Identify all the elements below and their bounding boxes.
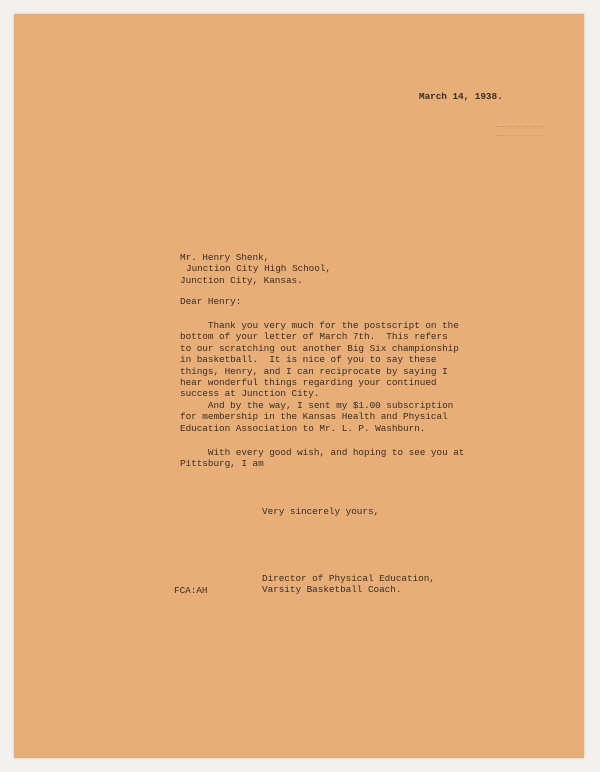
paragraph-line: hear wonderful things regarding your continued: [180, 377, 437, 389]
complimentary-close: Very sincerely yours,: [262, 506, 380, 517]
signature-title-line-1: Director of Physical Education,: [262, 573, 435, 584]
paragraph-line: Pittsburg, I am: [180, 458, 264, 470]
paragraph-line: success at Junction City.: [180, 388, 320, 400]
letter-date: March 14, 1938.: [419, 91, 503, 102]
recipient-address-block: [180, 252, 331, 286]
body-paragraph-2: [180, 400, 453, 434]
recipient-school: Junction City High School,: [186, 263, 331, 275]
faint-pencil-mark: [496, 126, 544, 136]
body-paragraph-3: [180, 447, 464, 470]
signature-title-line-2: Varsity Basketball Coach.: [262, 584, 402, 596]
reference-initials: FCA:AH: [174, 585, 208, 596]
paragraph-line: With every good wish, and hoping to see you at: [180, 447, 465, 458]
paragraph-line: And by the way, I sent my $1.00 subscription: [180, 400, 454, 411]
recipient-name: Mr. Henry Shenk,: [180, 252, 270, 263]
paragraph-line: for membership in the Kansas Health and Physical: [180, 411, 448, 423]
salutation: Dear Henry:: [180, 296, 242, 307]
letter-paper: [14, 14, 584, 758]
paragraph-line: Education Association to Mr. L. P. Washburn.: [180, 422, 426, 434]
paragraph-line: bottom of your letter of March 7th. This refers: [180, 331, 448, 343]
paragraph-line: in basketball. It is nice of you to say these: [180, 354, 437, 366]
signature-block: [262, 573, 435, 596]
paragraph-line: Thank you very much for the postscript on the: [180, 320, 459, 331]
recipient-city: Junction City, Kansas.: [180, 274, 303, 286]
paragraph-line: things, Henry, and I can reciprocate by saying I: [180, 365, 448, 377]
paragraph-line: to our scratching out another Big Six championship: [180, 342, 459, 354]
body-paragraph-1: [180, 320, 459, 400]
